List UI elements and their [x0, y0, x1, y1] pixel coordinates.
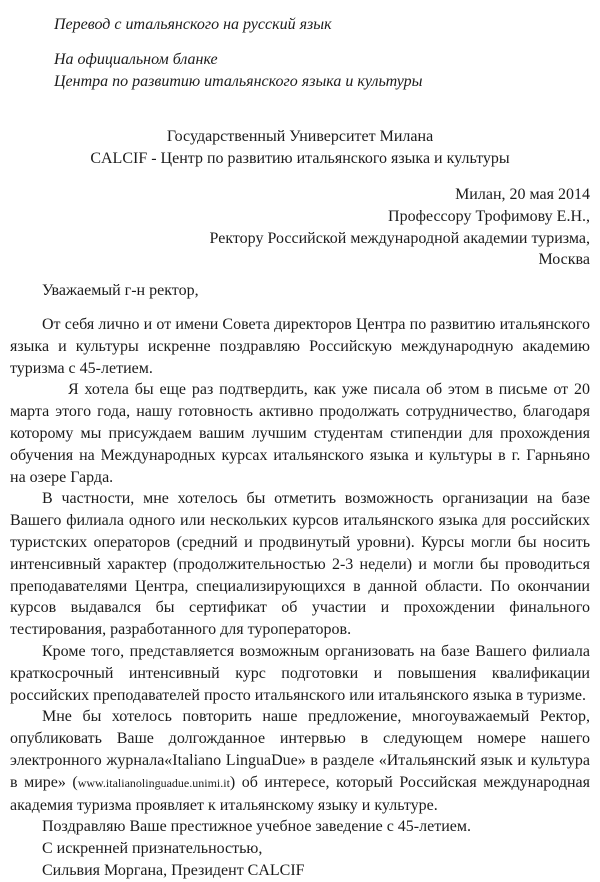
paragraph-cooperation: Я хотела бы еще раз подтвердить, как уже писала об этом в письме от 20 марта этого года, нашу готовность активно продолжать сотрудничество, благодаря которому мы присуждаем вашим лучшим студентам стипендии для прохождения обучения на Международных курсах итальянского языка и культуры в г. Гарньяно на озере Гарда.	[10, 381, 590, 486]
dateline-address-block	[10, 184, 590, 271]
addressee-city: Москва	[538, 251, 590, 269]
paragraph-congratulation: От себя лично и от имени Совета директоров Центра по развитию итальянского языка и культуры искренне поздравляю Российскую международную академию туризма с 45-летием.	[10, 315, 590, 377]
salutation: Уважаемый г-н ректор,	[42, 282, 199, 300]
paragraph-interview	[10, 706, 590, 816]
translator-note-line-2: На официальном бланке	[54, 50, 218, 68]
letterhead	[10, 126, 590, 170]
letterhead-university: Государственный Университет Милана	[166, 128, 434, 146]
letter-body	[10, 314, 590, 882]
dateline-place-date: Милан, 20 мая 2014	[455, 185, 590, 203]
addressee-title: Ректору Российской международной академии туризма,	[209, 229, 590, 247]
translator-note-line-3: Центра по развитию итальянского языка и культуры	[54, 72, 423, 90]
paragraph-interview-text-pre: Мне бы хотелось повторить наше предложение, многоуважаемый Ректор, опубликовать Ваше долгожданное интервью в следующем номере нашего электронного журнала«Italiano LinguaDue» в разделе «Итальянский язык и культура в мире» (	[10, 708, 590, 791]
paragraph-interview-text-post: ) об интересе, который Российская международная академия туризма проявляет к итальянскому языку и культуре.	[10, 773, 591, 814]
letterhead-center: CALCIF - Центр по развитию итальянского языка и культуры	[90, 150, 510, 168]
addressee-name: Профессору Трофимову Е.Н.,	[388, 207, 590, 225]
closing-congratulation: Поздравляю Ваше престижное учебное заведение с 45-летием.	[42, 818, 471, 836]
translator-note-line-1: Перевод с итальянского на русский язык	[54, 16, 332, 33]
paragraph-teacher-training: Кроме того, представляется возможным организовать на базе Вашего филиала краткосрочный интенсивный курс подготовки и повышения квалификации российских преподавателей просто итальянского или итальянского языка в туризме.	[10, 642, 590, 704]
paragraph-courses: В частности, мне хотелось бы отметить возможность организации на базе Вашего филиала одного или нескольких курсов итальянского языка для российских туристских операторов (средний и продвинутый уровни). Курсы могли бы носить интенсивный характер (продолжительностью 2-3 недели) и могли бы проводиться преподавателями Центра, специализирующихся в данной области. По окончании курсов выдавался бы сертификат об участии и прохождении финального тестирования, разработанного для туроператоров.	[10, 490, 590, 639]
closing-regards: С искренней признательностью,	[42, 840, 263, 858]
journal-url-text: www.italianolinguadue.unimi.it	[77, 775, 230, 790]
signature-line: Сильвия Моргана, Президент CALCIF	[42, 861, 305, 879]
translator-note	[54, 14, 590, 92]
